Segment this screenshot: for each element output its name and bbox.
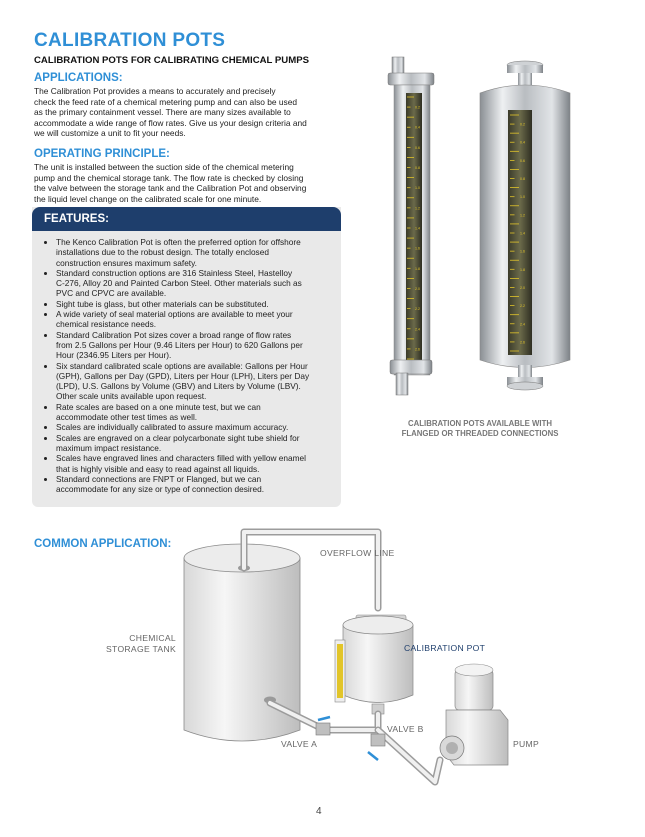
feature-item <box>56 433 340 454</box>
feature-item <box>56 330 340 361</box>
scale-mark-label: 1.8 <box>415 266 420 271</box>
feature-line: maximum impact resistance. <box>56 442 162 453</box>
feature-item <box>56 474 340 495</box>
photo-caption <box>380 419 580 439</box>
operating-line: the valve between the storage tank and the Calibration Pot and observing <box>34 183 307 194</box>
feature-item <box>56 268 340 299</box>
feature-line: that is highly visible and easy to read against all liquids. <box>56 463 260 474</box>
feature-line: • The Kenco Calibration Pot is often the preferred option for offshore <box>56 237 301 247</box>
features-list <box>44 237 340 494</box>
feature-line: • Scales are engraved on a clear polycarbonate sight tube shield for <box>56 432 300 443</box>
feature-line: • Standard connections are FNPT or Flanged, but we can <box>56 473 262 484</box>
scale-mark-label: 2.2 <box>415 307 420 312</box>
scale-mark-label: 2.4 <box>520 322 525 327</box>
scale-mark-label: 0.2 <box>415 105 420 110</box>
flanged-pot <box>480 61 570 390</box>
feature-line: • Sight tube is glass, but other materials can be substituted. <box>56 298 269 309</box>
valve-a <box>316 717 330 735</box>
scale-mark-label: 1.0 <box>415 186 420 191</box>
threaded-pot <box>388 57 434 395</box>
applications-heading: APPLICATIONS: <box>34 72 123 84</box>
features-header <box>32 207 341 231</box>
applications-line: check the feed rate of a chemical metering pump and can also be used <box>34 96 298 107</box>
feature-line: (GPH), Gallons per Day (GPD), Liters per Hour (LPH), Liters per Day <box>56 370 310 381</box>
feature-line: • Rate scales are based on a one minute test, but we can <box>56 401 261 412</box>
feature-line: • Six standard calibrated scale options are available: Gallons per Hour <box>56 360 308 371</box>
feature-item <box>56 309 340 330</box>
scale-mark-label: 1.2 <box>520 213 525 218</box>
scale-mark-label: 0.4 <box>520 140 525 145</box>
feature-line: accommodate for any size or type of connection desired. <box>56 484 264 495</box>
feature-line: PVC and CPVC are available. <box>56 288 167 299</box>
caption-line: CALIBRATION POTS AVAILABLE WITH <box>408 419 552 428</box>
storage-tank-label <box>106 633 176 655</box>
valve-a-label: VALVE A <box>281 739 318 749</box>
scale-mark-label: 1.2 <box>415 206 420 211</box>
valve-b <box>368 734 385 760</box>
feature-line: Other scale units available upon request. <box>56 391 207 402</box>
scale-mark-label: 1.4 <box>520 231 525 236</box>
scale-mark-label: 0.6 <box>520 158 525 163</box>
caption-line: FLANGED OR THREADED CONNECTIONS <box>401 429 559 438</box>
page-subtitle: CALIBRATION POTS FOR CALIBRATING CHEMICAL PUMPS <box>34 55 310 66</box>
feature-line: from 2.5 Gallons per Hour (9.46 Liters per Hour) to 620 Gallons per <box>56 339 303 350</box>
feature-line: (LPD), U.S. Gallons by Volume (GBV) and Liters by Volume (LBV). <box>56 381 301 392</box>
pump <box>440 664 508 765</box>
common-application-heading: COMMON APPLICATION: <box>34 538 172 550</box>
applications-line: as the primary containment vessel. There are many sizes available to <box>34 107 291 118</box>
calibration-pots-photo <box>380 55 580 415</box>
scale-mark-label: 2.0 <box>520 285 525 290</box>
feature-item <box>56 299 340 309</box>
feature-item <box>56 422 340 432</box>
feature-line: chemical resistance needs. <box>56 319 157 330</box>
feature-line: accommodate other test times as well. <box>56 412 198 423</box>
features-box <box>32 207 341 507</box>
feature-line: Hour (2346.95 Liters per Hour). <box>56 350 172 361</box>
scale-mark-label: 2.2 <box>520 304 525 309</box>
operating-heading: OPERATING PRINCIPLE: <box>34 148 170 160</box>
scale-mark-label: 1.0 <box>520 195 525 200</box>
feature-line: • Scales have engraved lines and characters filled with yellow enamel <box>56 453 306 464</box>
scale-mark-label: 1.8 <box>520 267 525 272</box>
scale-mark-label: 2.6 <box>415 347 420 352</box>
operating-line: The unit is installed between the suction side of the chemical metering <box>34 162 294 172</box>
scale-mark-label: 0.8 <box>520 177 525 182</box>
calibration-pot <box>335 615 413 714</box>
feature-item <box>56 237 340 268</box>
pump-label: PUMP <box>513 739 540 749</box>
applications-line: we will customize a unit to fit your needs. <box>34 128 186 139</box>
scale-mark-label: 0.8 <box>415 166 420 171</box>
page-number: 4 <box>316 806 322 817</box>
applications-line: accommodate a wide range of flow rates. Give us your design criteria and <box>34 117 307 128</box>
scale-mark-label: 2.0 <box>415 286 420 291</box>
feature-line: • Scales are individually calibrated to assure maximum accuracy. <box>56 422 289 433</box>
feature-line: • Standard construction options are 316 Stainless Steel, Hastelloy <box>56 267 293 278</box>
scale-mark-label: 0.2 <box>520 122 525 127</box>
applications-line: The Calibration Pot provides a means to accurately and precisely <box>34 86 276 96</box>
scale-mark-label: 1.4 <box>415 226 420 231</box>
overflow-line-label: OVERFLOW LINE <box>320 548 395 558</box>
feature-item <box>56 453 340 474</box>
valve-b-label: VALVE B <box>387 724 424 734</box>
scale-mark-label: 1.6 <box>415 246 420 251</box>
features-heading: FEATURES: <box>44 213 109 225</box>
scale-mark-label: 1.6 <box>520 249 525 254</box>
tank-label-line: CHEMICAL <box>129 633 176 643</box>
scale-mark-label: 0.4 <box>415 125 420 130</box>
feature-line: • A wide variety of seal material options are available to meet your <box>56 309 293 320</box>
applications-text <box>34 86 354 139</box>
feature-item <box>56 402 340 423</box>
application-diagram <box>0 520 645 810</box>
feature-item <box>56 361 340 402</box>
scale-mark-label: 0.6 <box>415 145 420 150</box>
feature-line: construction ensures maximum safety. <box>56 257 197 268</box>
operating-text <box>34 162 354 204</box>
feature-line: • Standard Calibration Pot sizes cover a broad range of flow rates <box>56 329 292 340</box>
operating-line: pump and the chemical storage tank. The flow rate is checked by closing <box>34 172 304 183</box>
feature-line: installations due to the robust design. The totally enclosed <box>56 247 269 258</box>
operating-line: the liquid level change on the calibrated scale for one minute. <box>34 193 262 204</box>
scale-mark-label: 2.6 <box>520 340 525 345</box>
tank-label-line: STORAGE TANK <box>106 644 176 654</box>
scale-mark-label: 2.4 <box>415 327 420 332</box>
feature-line: C-276, Alloy 20 and Painted Carbon Steel. Other materials such as <box>56 278 302 289</box>
calibration-pot-label: CALIBRATION POT <box>404 643 486 653</box>
page-title: CALIBRATION POTS <box>34 30 226 51</box>
